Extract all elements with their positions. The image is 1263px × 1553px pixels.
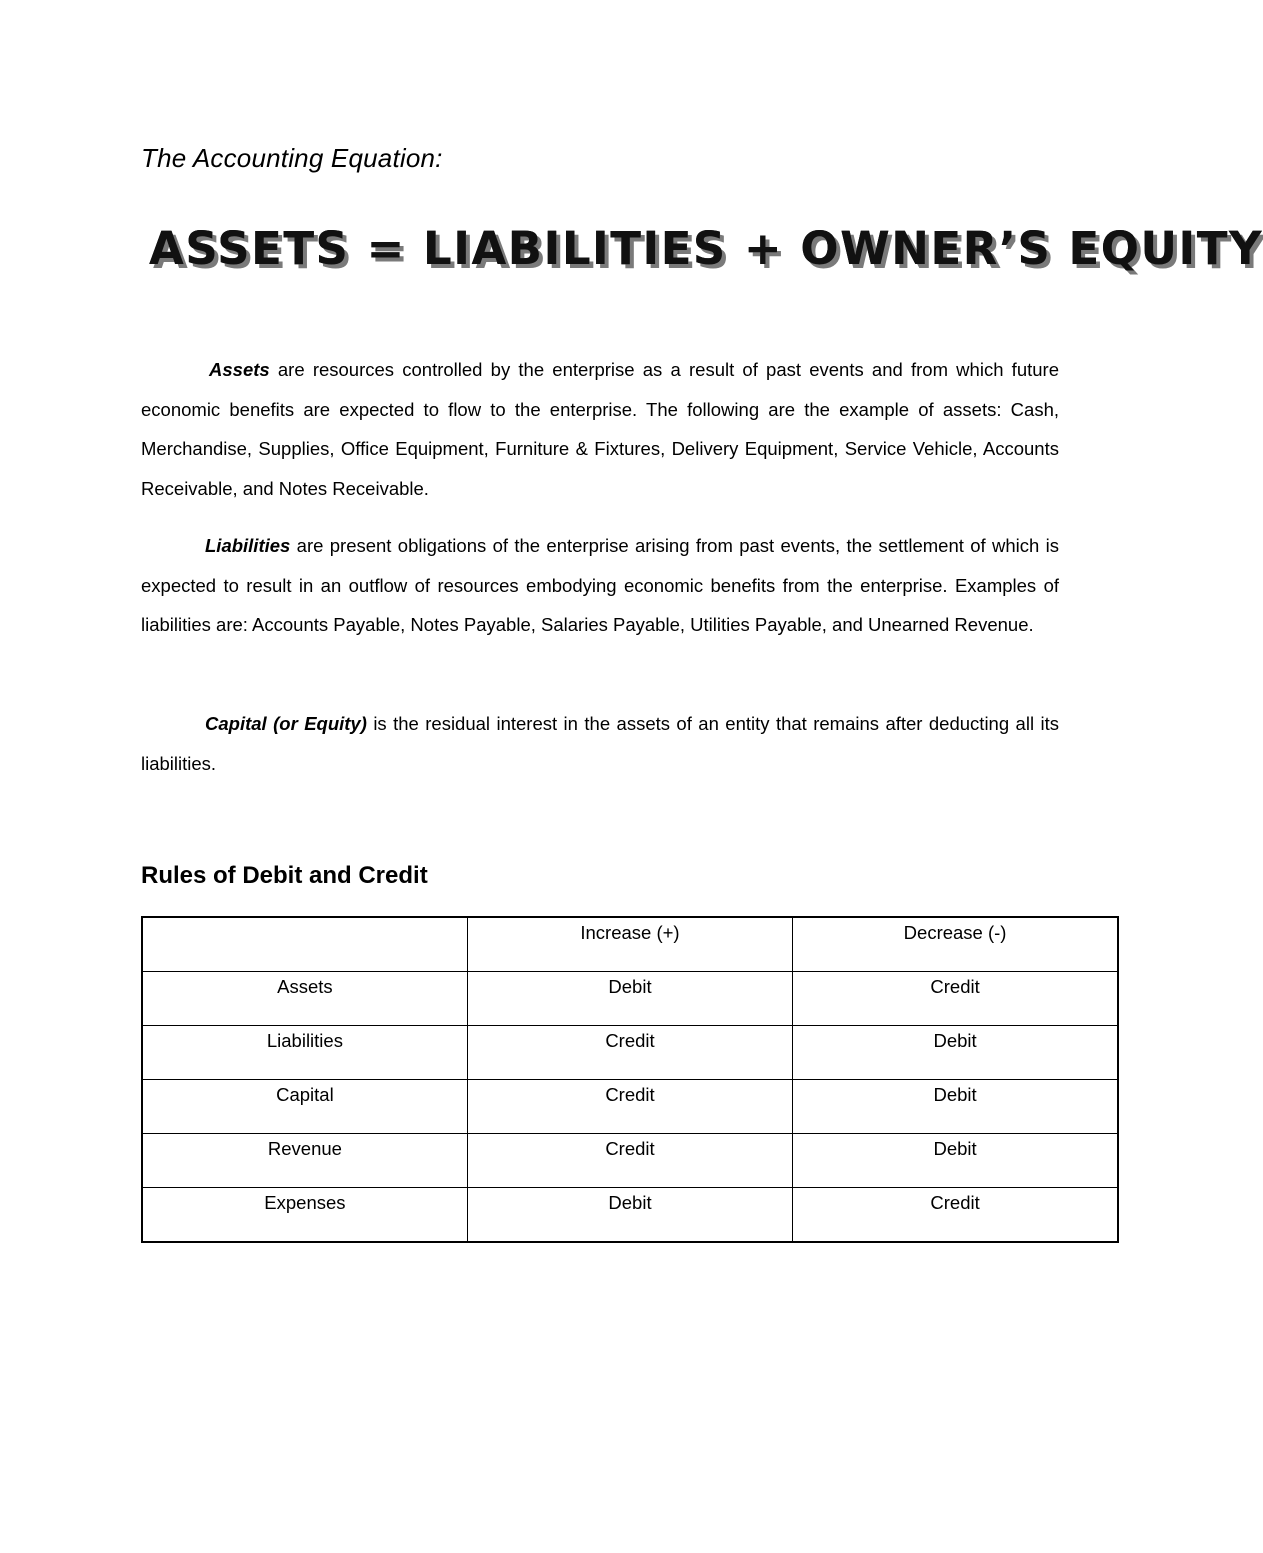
table-cell: Debit: [467, 1188, 792, 1243]
table-row: [142, 1134, 1118, 1188]
equation-liabilities: LIABILITIES: [423, 222, 727, 275]
accounting-equation: [149, 222, 1263, 275]
equation-plus: +: [744, 222, 784, 275]
table-cell: Credit: [793, 1188, 1118, 1243]
assets-text: are resources controlled by the enterprise as a result of past events and from which future economic benefits are expected to flow to the enterprise. The following are the example of assets: Cash, Merchandise, Supplies, Office Equipment, Furniture & Fixtures, Delivery Equipment, Service Vehicle, Accounts Receivable, and Notes Receivable.: [141, 359, 1059, 499]
liabilities-paragraph: [141, 526, 1059, 645]
table-cell: Credit: [467, 1026, 792, 1080]
section-title: Rules of Debit and Credit: [141, 862, 428, 889]
table-cell: Expenses: [142, 1188, 467, 1243]
table-cell: Capital: [142, 1080, 467, 1134]
table-cell: Credit: [793, 972, 1118, 1026]
equation-equity: OWNER’S EQUITY: [800, 222, 1263, 275]
table-cell: Liabilities: [142, 1026, 467, 1080]
table-header-row: [142, 917, 1118, 972]
table-row: [142, 972, 1118, 1026]
table-row: [142, 1026, 1118, 1080]
table-cell: Debit: [793, 1026, 1118, 1080]
table-cell: Assets: [142, 972, 467, 1026]
capital-paragraph: [141, 704, 1059, 783]
document-title: The Accounting Equation:: [141, 143, 443, 173]
debit-credit-table: [141, 916, 1119, 1243]
table-header-cell: Decrease (-): [793, 917, 1118, 972]
table-cell: Credit: [467, 1134, 792, 1188]
table-cell: Debit: [793, 1080, 1118, 1134]
equation-assets: ASSETS: [149, 222, 350, 275]
liabilities-term: Liabilities: [205, 535, 291, 556]
liabilities-text: are present obligations of the enterprise arising from past events, the settlement of which is expected to result in an outflow of resources embodying economic benefits from the enterprise. Examples of liabilities are: Accounts Payable, Notes Payable, Salaries Payable, Utilities Payable, and Unearned Revenue.: [141, 535, 1059, 635]
assets-term: Assets: [209, 359, 270, 380]
assets-paragraph: [141, 350, 1059, 508]
capital-term: Capital (or Equity): [205, 713, 367, 734]
table-header-cell: Increase (+): [467, 917, 792, 972]
table-cell: Revenue: [142, 1134, 467, 1188]
table-row: [142, 1188, 1118, 1243]
table-header-cell: [142, 917, 467, 972]
table-cell: Debit: [467, 972, 792, 1026]
table-row: [142, 1080, 1118, 1134]
capital-text: is the residual interest in the assets of an entity that remains after deducting all its liabilities.: [141, 713, 1059, 774]
table-cell: Credit: [467, 1080, 792, 1134]
equation-equals: =: [366, 222, 406, 275]
table-cell: Debit: [793, 1134, 1118, 1188]
